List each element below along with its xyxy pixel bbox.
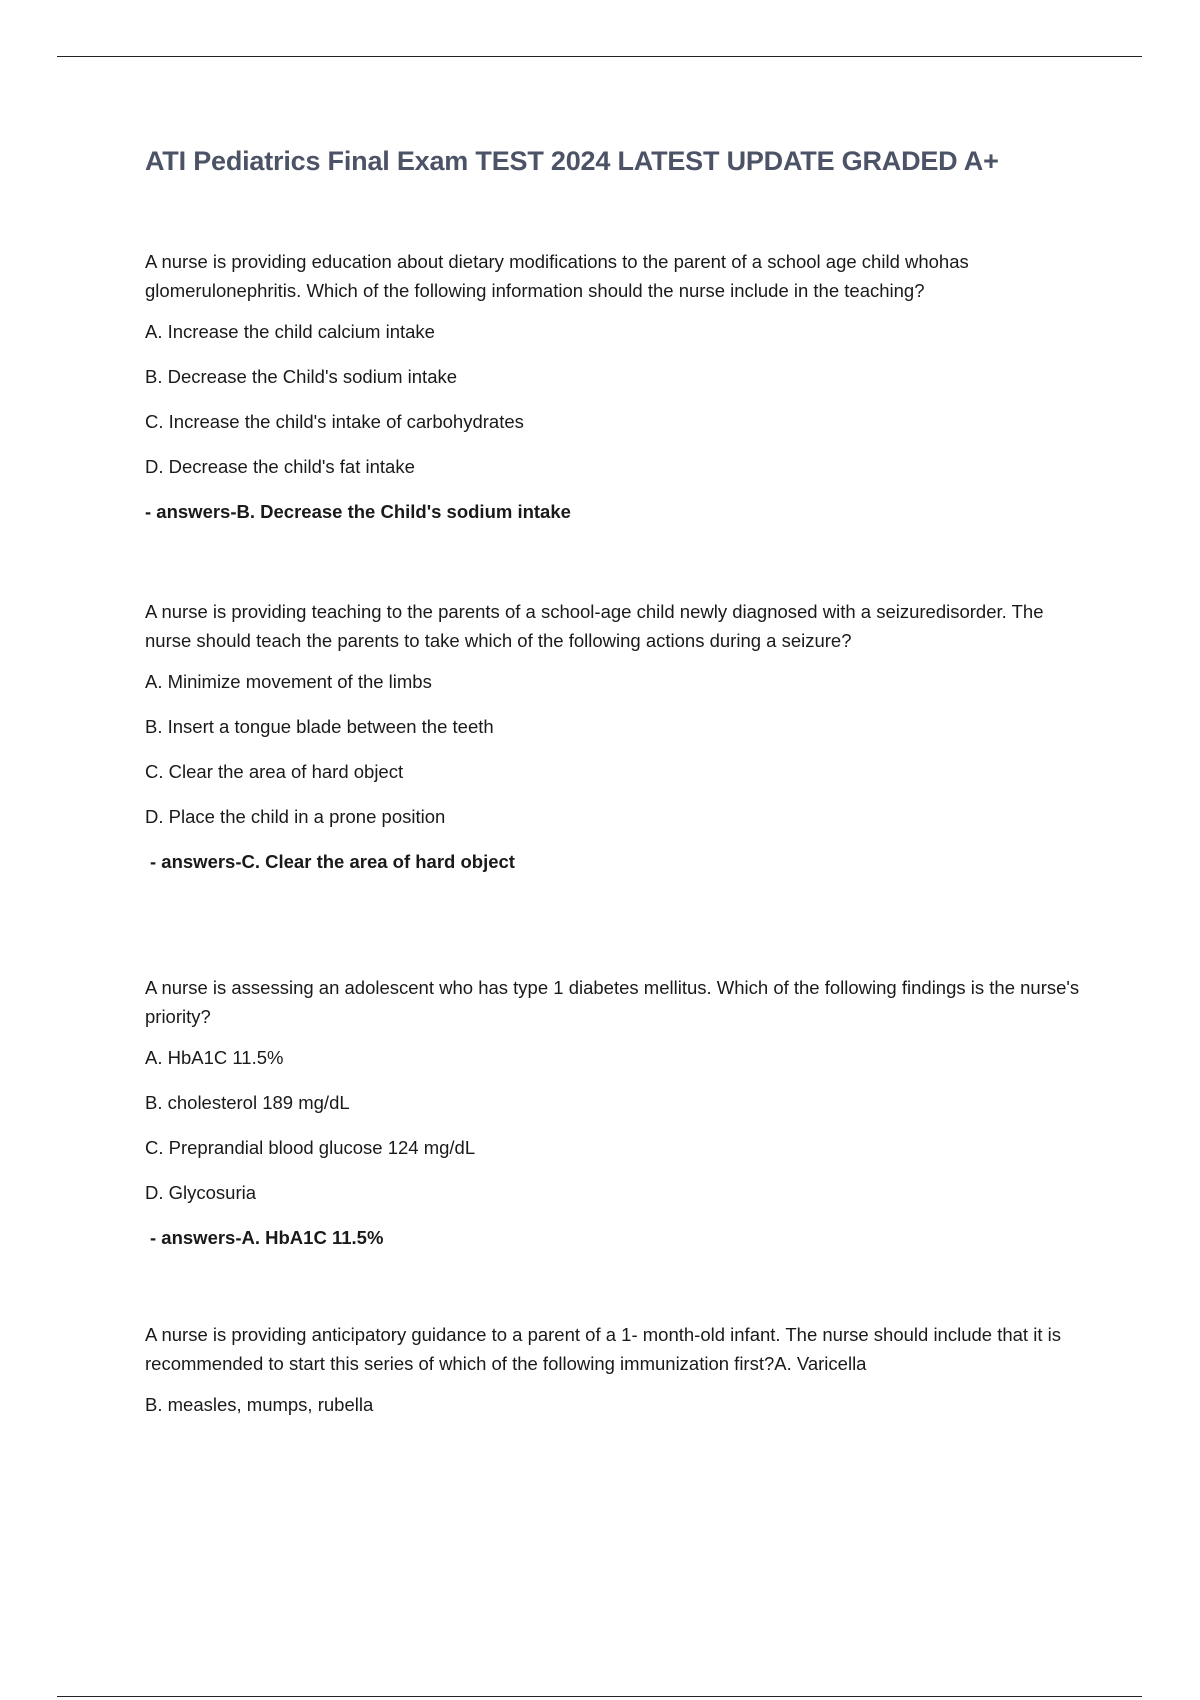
question-stem: A nurse is providing teaching to the parents of a school-age child newly diagnosed with a seizuredisorder. The nurse should teach the parents to take which of the following actions during a seizure? <box>145 601 1044 651</box>
option-a: A. Minimize movement of the limbs <box>145 671 432 692</box>
question-stem: A nurse is providing anticipatory guidance to a parent of a 1- month-old infant. The nurse should include that it is recommended to start this series of which of the following immunization first?A. Varicella <box>145 1324 1061 1374</box>
option-c: C. Preprandial blood glucose 124 mg/dL <box>145 1137 476 1158</box>
bottom-rule <box>57 1696 1142 1697</box>
top-rule <box>57 56 1142 57</box>
question-2 <box>145 597 1090 873</box>
option-c: C. Clear the area of hard object <box>145 761 404 782</box>
option-b: B. Decrease the Child's sodium intake <box>145 366 458 387</box>
option-d: D. Glycosuria <box>145 1182 257 1203</box>
option-a: A. Increase the child calcium intake <box>145 321 435 342</box>
option-b: B. measles, mumps, rubella <box>145 1394 374 1415</box>
option-c: C. Increase the child's intake of carbohydrates <box>145 411 524 432</box>
option-a: A. HbA1C 11.5% <box>145 1047 284 1068</box>
question-3 <box>145 973 1090 1249</box>
question-4 <box>145 1320 1090 1439</box>
question-stem: A nurse is assessing an adolescent who has type 1 diabetes mellitus. Which of the following findings is the nurse's priority? <box>145 977 1080 1027</box>
option-b: B. Insert a tongue blade between the teeth <box>145 716 494 737</box>
page-title: ATI Pediatrics Final Exam TEST 2024 LATEST UPDATE GRADED A+ <box>145 146 999 176</box>
answer-line: - answers-C. Clear the area of hard object <box>150 851 515 872</box>
answer-line: - answers-B. Decrease the Child's sodium intake <box>145 501 571 522</box>
option-b: B. cholesterol 189 mg/dL <box>145 1092 350 1113</box>
option-d: D. Place the child in a prone position <box>145 806 446 827</box>
option-d: D. Decrease the child's fat intake <box>145 456 415 477</box>
question-1 <box>145 247 1090 523</box>
answer-line: - answers-A. HbA1C 11.5% <box>150 1227 384 1248</box>
question-stem: A nurse is providing education about dietary modifications to the parent of a school age child whohas glomerulonephritis. Which of the following information should the nurse include in the teaching? <box>145 251 969 301</box>
